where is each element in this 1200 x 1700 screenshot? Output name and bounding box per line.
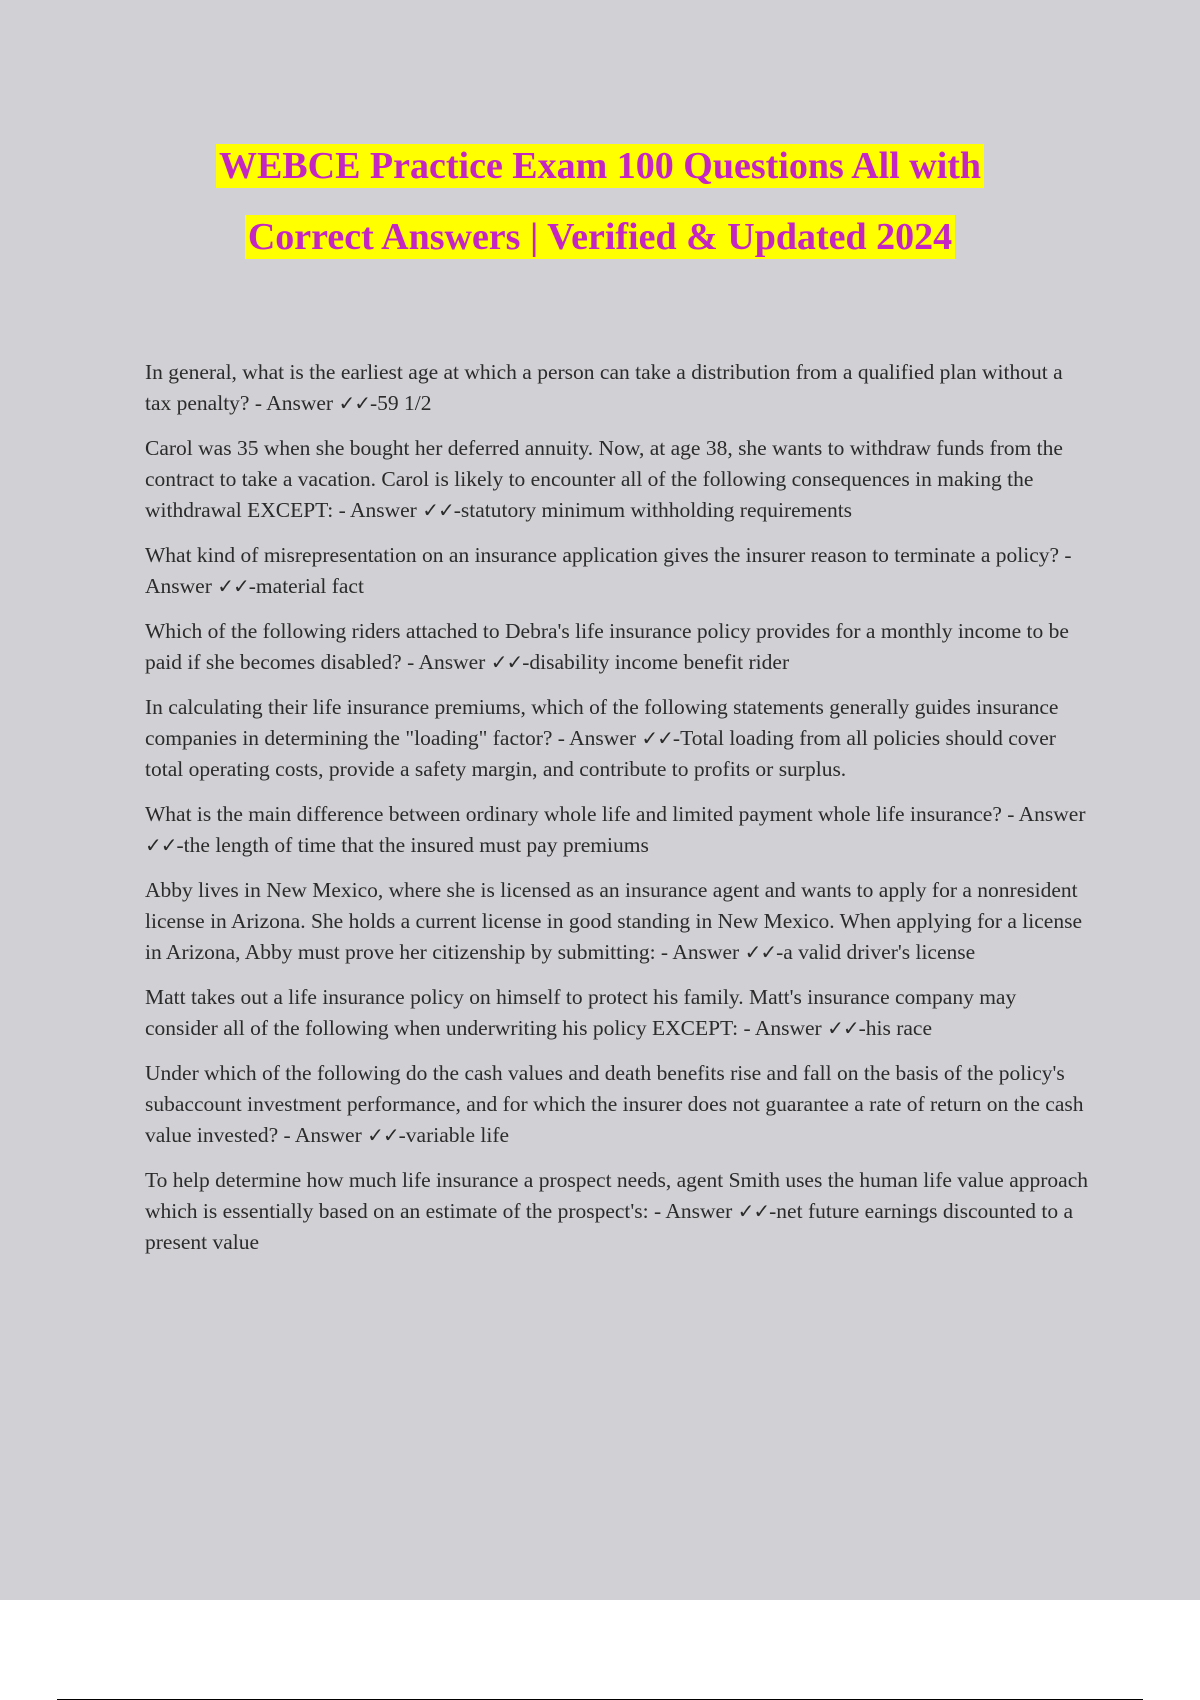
question-text: Under which of the following do the cash values and death benefits rise and fall on the basis of the policy's subaccount investment performance, and for which the insurer does not guarantee a rate of return on the cash value invested? - (145, 1061, 1084, 1147)
double-check-icon: ✓✓ (217, 574, 249, 598)
answer-text: -a valid driver's license (776, 940, 976, 964)
double-check-icon: ✓✓ (145, 833, 177, 857)
answer-text: -the length of time that the insured must pay premiums (176, 833, 649, 857)
question-text: Matt takes out a life insurance policy on himself to protect his family. Matt's insurance company may consider all of the following when underwriting his policy EXCEPT: - (145, 985, 1017, 1040)
answer-label: Answer (266, 391, 334, 415)
question-text: Which of the following riders attached to Debra's life insurance policy provides for a monthly income to be paid if she becomes disabled? - (145, 619, 1069, 674)
answer-label: Answer (672, 940, 740, 964)
qa-item-1 (145, 357, 1090, 419)
qa-item-4 (145, 616, 1090, 678)
answer-label: Answer (1018, 802, 1086, 826)
double-check-icon: ✓✓ (737, 1199, 770, 1223)
question-text: In calculating their life insurance premiums, which of the following statements generally guides insurance companies in determining the "loading" factor? - (145, 695, 1059, 750)
answer-text: -59 1/2 (369, 391, 432, 415)
answer-label: Answer (294, 1123, 362, 1147)
qa-item-6 (145, 799, 1090, 861)
answer-text: -Total loading from all policies should cover total operating costs, provide a safety margin, and contribute to profits or surplus. (145, 726, 1056, 781)
answer-label: Answer (569, 726, 637, 750)
answer-text: -disability income benefit rider (522, 650, 790, 674)
question-text: Abby lives in New Mexico, where she is licensed as an insurance agent and wants to apply for a nonresident license in Arizona. She holds a current license in good standing in New Mexico. When applying for a license in Arizona, Abby must prove her citizenship by submitting: - (145, 878, 1082, 964)
double-check-icon: ✓✓ (641, 726, 673, 750)
qa-item-2 (145, 433, 1090, 526)
question-text: What is the main difference between ordinary whole life and limited payment whole life insurance? - (145, 802, 1015, 826)
answer-label: Answer (349, 498, 417, 522)
document-title (0, 144, 1200, 259)
question-text: To help determine how much life insurance a prospect needs, agent Smith uses the human life value approach which is essentially based on an estimate of the prospect's: - (145, 1168, 1088, 1223)
question-text: What kind of misrepresentation on an insurance application gives the insurer reason to terminate a policy? - (145, 543, 1072, 567)
answer-label: Answer (418, 650, 486, 674)
answer-text: -variable life (398, 1123, 510, 1147)
double-check-icon: ✓✓ (338, 391, 370, 415)
answer-text: -material fact (248, 574, 364, 598)
double-check-icon: ✓✓ (744, 940, 777, 964)
question-list (145, 357, 1090, 1272)
question-text: Carol was 35 when she bought her deferred annuity. Now, at age 38, she wants to withdraw funds from the contract to take a vacation. Carol is likely to encounter all of the following consequences in making the withdrawal EXCEPT: - (145, 436, 1063, 522)
answer-label: Answer (145, 574, 212, 598)
double-check-icon: ✓✓ (422, 498, 454, 522)
qa-item-5 (145, 692, 1090, 785)
double-check-icon: ✓✓ (367, 1123, 399, 1147)
qa-item-9 (145, 1058, 1090, 1151)
answer-text: -his race (858, 1016, 932, 1040)
qa-item-8 (145, 982, 1090, 1044)
title-line-1: WEBCE Practice Exam 100 Questions All with (216, 144, 984, 188)
double-check-icon: ✓✓ (827, 1016, 859, 1040)
answer-label: Answer (665, 1199, 733, 1223)
title-line-2: Correct Answers | Verified & Updated 2024 (245, 215, 955, 259)
question-text: In general, what is the earliest age at which a person can take a distribution from a qualified plan without a tax penalty? - (145, 360, 1063, 415)
answer-label: Answer (754, 1016, 822, 1040)
qa-item-3 (145, 540, 1090, 602)
qa-item-7 (145, 875, 1090, 968)
answer-text: -net future earnings discounted to a present value (145, 1199, 1074, 1254)
answer-text: -statutory minimum withholding requirements (453, 498, 853, 522)
qa-item-10 (145, 1165, 1090, 1258)
double-check-icon: ✓✓ (490, 650, 523, 674)
